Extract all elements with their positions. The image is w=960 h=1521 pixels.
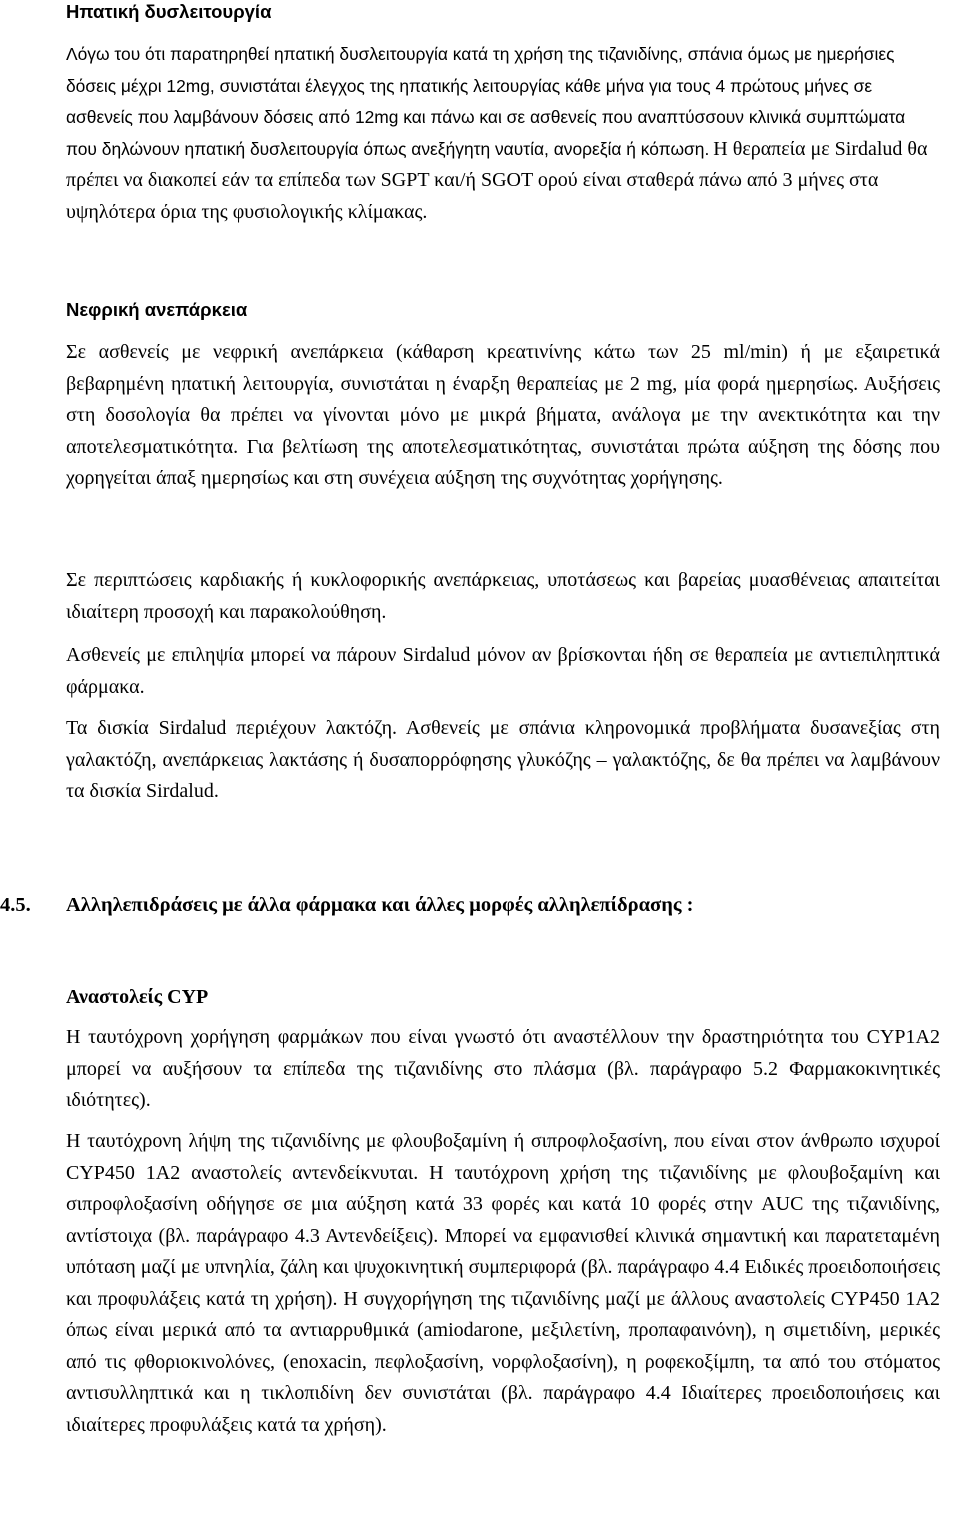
hepatic-heading-block: [66, 0, 271, 24]
hepatic-paragraph-serif: Η θεραπεία με Sirdalud θα πρέπει να διακοπεί εάν τα επίπεδα των SGPT και/ή SGOT ορού είναι σταθερά πάνω από 3 μήνες στα υψηλότερα όρια της φυσιολογικής κλίμακας.: [66, 137, 928, 223]
cardiac-paragraph-block: [66, 565, 940, 628]
cyp-paragraph-1-block: [66, 1022, 940, 1117]
renal-heading: Νεφρική ανεπάρκεια: [66, 299, 248, 320]
hepatic-paragraph-block: [66, 39, 940, 228]
renal-heading-block: [66, 298, 247, 322]
section-title-text: Αλληλεπιδράσεις με άλλα φάρμακα και άλλες μορφές αλληλεπίδρασης :: [66, 894, 694, 916]
lactose-sentence-1: Τα δισκία Sirdalud περιέχουν λακτόζη.: [66, 717, 398, 739]
renal-paragraph-cont: Αυξήσεις στη δοσολογία θα πρέπει να γίνονται μόνο με μικρά βήματα, ανάλογα με την ανεκτικότητα και την αποτελεσματικότητα. Για βελτίωση της αποτελεσματικότητας, συνιστάται πρώτα αύξηση της δόσης που χορηγείται άπαξ ημερησίως και στη συνέχεια αύξηση της συχνότητας χορήγησης.: [66, 372, 940, 489]
hepatic-paragraph-sans: Λόγω του ότι παρατηρηθεί ηπατική δυσλειτουργία κατά τη χρήση της τιζανιδίνης, σπάνια όμως με ημερήσιες δόσεις μέχρι 12mg, συνιστάται έλεγχος της ηπατικής λειτουργίας κάθε μήνα για τους 4 πρώτους μήνες σε ασθενείς που λαμβάνουν δόσεις από 12mg και πάνω και σε ασθενείς που αναπτύσσουν κλινικά συμπτώματα που δηλώνουν ηπατική δυσλειτουργία όπως ανεξήγητη ναυτία, ανορεξία ή κόπωση.: [66, 44, 906, 159]
cyp-heading: Αναστολείς CYP: [66, 986, 209, 1008]
cyp-paragraph-2: Η ταυτόχρονη λήψη της τιζανιδίνης με φλουβοξαμίνη ή σιπροφλοξασίνη, που είναι στον άνθρωπο ισχυροί CYP450 1A2 αναστολείς αντενδείκνυται. Η ταυτόχρονη χρήση της τιζανιδίνης με φλουβοξαμίνη και σιπροφλοξασίνη οδήγησε σε μια αύξηση κατά 33 φορές και κατά 10 φορές στην AUC της τιζανιδίνης, αντίστοιχα (βλ. παράγραφο 4.3 Αντενδείξεις). Μπορεί να εμφανισθεί κλινικά σημαντική και παρατεταμένη υπόταση μαζί με υπνηλία, ζάλη και ψυχοκινητική συμπεριφορά (βλ. παράγραφο 4.4 Ειδικές προειδοποιήσεις και προφυλάξεις κατά τη χρήση). Η συγχορήγηση της τιζανιδίνης μαζί με άλλους αναστολείς CYP450 1A2 όπως είναι μερικά από τα αντιαρρυθμικά (amiodarone, μεξιλετίνη, προπαφαινόνη), η σιμετιδίνη, μερικές από τις φθοριοκινολόνες, (enoxacin, πεφλοξασίνη, νορφλοξασίνη), η ροφεκοξίμπη, τα από του στόματος αντισυλληπτικά και η τικλοπιδίνη δεν συνιστάται (βλ. παράγραφο 4.4 Ιδιαίτερες προειδοποιήσεις και ιδιαίτερες προφυλάξεις κατά τα χρήση).: [66, 1130, 940, 1436]
renal-paragraph-block: [66, 337, 940, 495]
renal-paragraph: Σε ασθενείς με νεφρική ανεπάρκεια (κάθαρση κρεατινίνης κάτω των 25 ml/min) ή με εξαιρετικά βεβαρημένη ηπατική λειτουργία, συνιστάται η έναρξη θεραπείας με 2 mg, μία φορά ημερησίως.: [66, 341, 940, 395]
cyp-paragraph-2-block: [66, 1126, 940, 1441]
hepatic-heading: Ηπατική δυσλειτουργία: [66, 1, 272, 22]
cyp-heading-block: [66, 984, 208, 1010]
lactose-paragraph-block: [66, 713, 940, 808]
cardiac-paragraph: Σε περιπτώσεις καρδιακής ή κυκλοφορικής ανεπάρκειας, υποτάσεως και βαρείας μυασθένειας απαιτείται ιδιαίτερη προσοχή και παρακολούθηση.: [66, 569, 940, 623]
epilepsy-paragraph-block: [66, 640, 940, 703]
lactose-sentence-2: Ασθενείς με σπάνια κληρονομικά προβλήματα δυσανεξίας στη γαλακτόζη, ανεπάρκειας λακτάσης ή δυσαπορρόφησης γλυκόζης – γαλακτόζης, δε θα πρέπει να λαμβάνουν τα δισκία Sirdalud.: [66, 717, 940, 802]
cyp-paragraph-1: Η ταυτόχρονη χορήγηση φαρμάκων που είναι γνωστό ότι αναστέλλουν την δραστηριότητα του CYP1A2 μπορεί να αυξήσουν τα επίπεδα της τιζανιδίνης στο πλάσμα (βλ. παράγραφο 5.2 Φαρμακοκινητικές ιδιότητες).: [66, 1026, 940, 1111]
section-4-5-title: [0, 892, 940, 918]
section-number: 4.5.: [0, 894, 31, 916]
epilepsy-paragraph: Ασθενείς με επιληψία μπορεί να πάρουν Sirdalud μόνον αν βρίσκονται ήδη σε θεραπεία με αντιεπιληπτικά φάρμακα.: [66, 644, 940, 698]
